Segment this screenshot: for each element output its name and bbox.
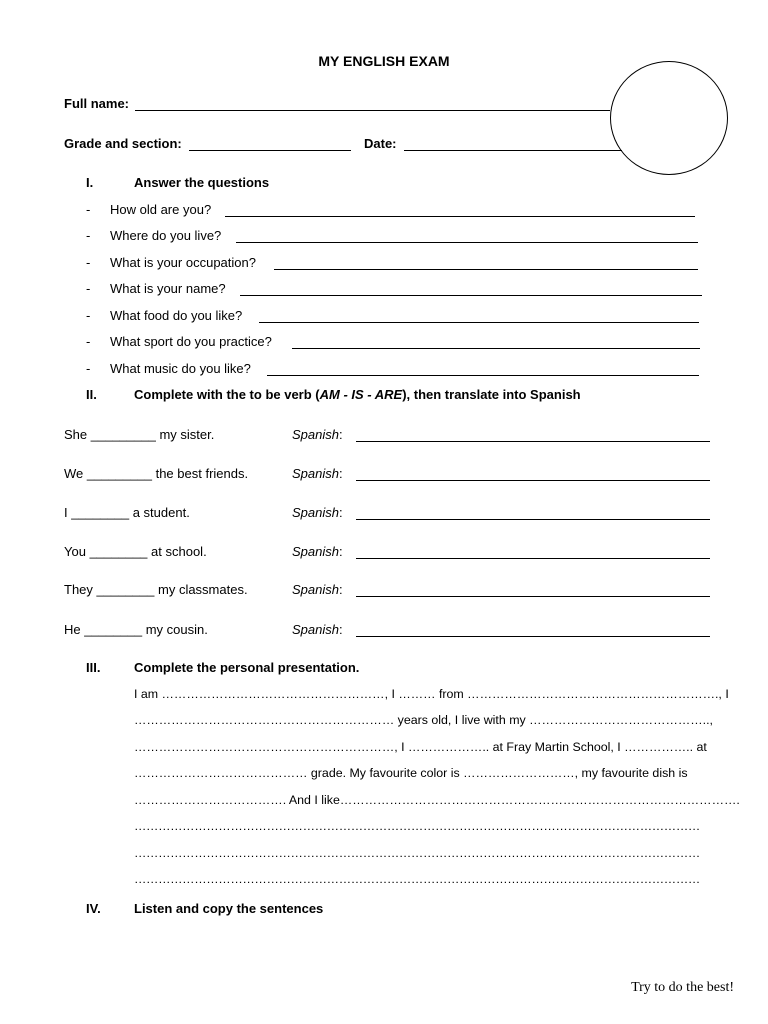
question-7: What music do you like? — [110, 361, 251, 376]
bullet: - — [86, 228, 91, 243]
translation-line-2[interactable] — [356, 480, 710, 481]
answer-line-4[interactable] — [240, 295, 702, 296]
bullet: - — [86, 255, 91, 270]
section1-number: I. — [86, 175, 94, 190]
sentence-1: She _________ my sister. — [64, 427, 215, 442]
question-5: What food do you like? — [110, 308, 243, 323]
translation-line-5[interactable] — [356, 596, 710, 597]
spanish-label: Spanish: — [292, 622, 343, 637]
sentence-2: We _________ the best friends. — [64, 466, 249, 481]
answer-line-2[interactable] — [236, 242, 698, 243]
spanish-label: Spanish: — [292, 582, 343, 597]
question-1: How old are you? — [110, 202, 212, 217]
answer-line-5[interactable] — [259, 322, 699, 323]
photo-circle — [610, 61, 728, 175]
full-name-line[interactable] — [135, 110, 610, 111]
presentation-line-5[interactable]: ………………………………. And I like……………………………………………………………………………………. — [134, 793, 740, 807]
spanish-label: Spanish: — [292, 544, 343, 559]
question-4: What is your name? — [110, 281, 226, 296]
spanish-label: Spanish: — [292, 505, 343, 520]
answer-line-6[interactable] — [292, 348, 700, 349]
sentence-3: I ________ a student. — [64, 505, 190, 520]
date-label: Date: — [364, 136, 397, 151]
sentence-4: You ________ at school. — [64, 544, 207, 559]
date-line[interactable] — [404, 150, 622, 151]
grade-line[interactable] — [189, 150, 351, 151]
footer-note: Try to do the best! — [631, 980, 734, 995]
presentation-line-1[interactable]: I am ………………………………………………, I ……… from ……………………………………………………., I — [134, 687, 729, 701]
spanish-label: Spanish: — [292, 427, 343, 442]
translation-line-1[interactable] — [356, 441, 710, 442]
answer-line-7[interactable] — [267, 375, 699, 376]
presentation-line-7[interactable]: …………………………………………………………………………………………………………………………… — [134, 846, 700, 860]
section4-heading: Listen and copy the sentences — [134, 901, 324, 916]
bullet: - — [86, 281, 91, 296]
translation-line-3[interactable] — [356, 519, 710, 520]
bullet: - — [86, 361, 91, 376]
sentence-6: He ________ my cousin. — [64, 622, 208, 637]
full-name-label: Full name: — [64, 96, 130, 111]
sentence-5: They ________ my classmates. — [64, 582, 248, 597]
section3-number: III. — [86, 660, 101, 675]
section2-heading: Complete with the to be verb (AM - IS - ARE), then translate into Spanish — [134, 387, 581, 402]
translation-line-4[interactable] — [356, 558, 710, 559]
section4-number: IV. — [86, 901, 101, 916]
question-2: Where do you live? — [110, 228, 222, 243]
presentation-line-2[interactable]: ……………………………………………………… years old, I live with my …………………………………….., — [134, 713, 713, 727]
presentation-line-8[interactable]: …………………………………………………………………………………………………………………………… — [134, 872, 700, 886]
question-6: What sport do you practice? — [110, 334, 272, 349]
bullet: - — [86, 334, 91, 349]
question-3: What is your occupation? — [110, 255, 256, 270]
translation-line-6[interactable] — [356, 636, 710, 637]
bullet: - — [86, 308, 91, 323]
presentation-line-6[interactable]: …………………………………………………………………………………………………………………………… — [134, 819, 700, 833]
answer-line-1[interactable] — [225, 216, 695, 217]
section1-heading: Answer the questions — [134, 175, 270, 190]
presentation-line-3[interactable]: ………………………………………………………, I ……………….. at Fray Martin School, I …………….. at — [134, 740, 707, 754]
presentation-line-4[interactable]: …………………………………… grade. My favourite color is ………………………, my favourite dish is — [134, 766, 688, 780]
bullet: - — [86, 202, 91, 217]
grade-label: Grade and section: — [64, 136, 182, 151]
answer-line-3[interactable] — [274, 269, 698, 270]
spanish-label: Spanish: — [292, 466, 343, 481]
section3-heading: Complete the personal presentation. — [134, 660, 360, 675]
exam-title: MY ENGLISH EXAM — [318, 53, 450, 69]
section2-number: II. — [86, 387, 97, 402]
